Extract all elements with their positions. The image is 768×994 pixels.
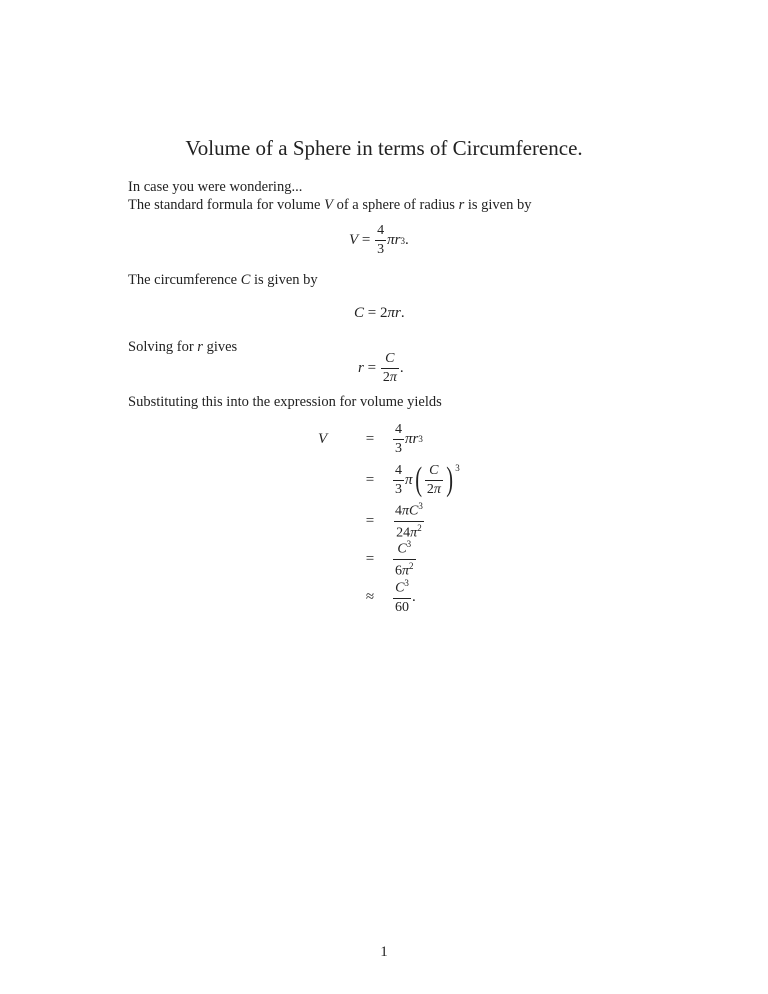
derivation-block — [318, 420, 460, 616]
derivation-row: ≈ $\frac{C^3}{60}$ . — [365, 578, 416, 615]
intro-line-2: The standard formula for volume V of a sphere of radius r is given by — [128, 197, 532, 213]
volume-formula: V = $\frac{4}{3}$ πr 3 . — [349, 223, 409, 257]
page-number: 1 — [380, 944, 388, 960]
solving-line: Solving for r gives — [128, 339, 238, 355]
intro-line-1: In case you were wondering... — [128, 179, 303, 195]
derivation-row: = $\frac{4\pi C^3}{24\pi^2}$ — [365, 500, 423, 541]
derivation-row: = $\frac{4}{3}$ π ( $\frac{C}{2\pi}$ ) $^3$ — [365, 461, 460, 498]
circumference-formula: C = 2 πr . — [354, 305, 405, 321]
radius-formula: r = $\frac{C}{2\pi}$ . — [358, 351, 404, 385]
derivation-row: V = $\frac{4}{3}$ πr 3 — [318, 421, 423, 456]
substitution-line: Substituting this into the expression for volume yields — [128, 394, 442, 410]
derivation-row: = $\frac{C^3}{6\pi^2}$ — [365, 538, 414, 579]
circumference-line: The circumference C is given by — [128, 272, 318, 288]
page-title: Volume of a Sphere in terms of Circumference. — [185, 136, 583, 160]
